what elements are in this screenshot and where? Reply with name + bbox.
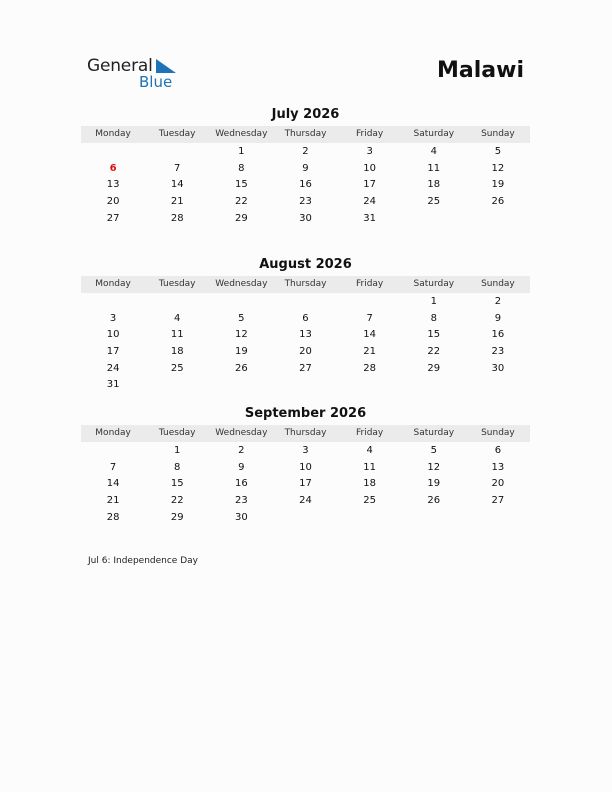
day-cell bbox=[81, 443, 145, 460]
holiday-note: Jul 6: Independence Day bbox=[88, 556, 198, 566]
day-cell: 23 bbox=[234, 495, 248, 507]
weekday-label: Tuesday bbox=[158, 129, 196, 139]
day-cell bbox=[466, 510, 530, 527]
day-cell: 19 bbox=[427, 478, 441, 490]
day-cell: 2 bbox=[302, 146, 309, 157]
day-cell: 7 bbox=[366, 312, 373, 324]
day-cell: 27 bbox=[299, 362, 312, 374]
day-cell: 10 bbox=[363, 162, 376, 174]
day-cell: 20 bbox=[106, 196, 120, 208]
day-cell bbox=[338, 294, 402, 311]
day-cell: 21 bbox=[363, 346, 376, 358]
day-cell bbox=[402, 510, 466, 527]
day-cell: 5 bbox=[238, 312, 245, 324]
day-cell: 8 bbox=[238, 162, 245, 174]
weekday-label: Friday bbox=[355, 428, 384, 438]
weekday-label: Wednesday bbox=[215, 279, 268, 289]
day-cell bbox=[209, 294, 273, 311]
month-title: September 2026 bbox=[244, 406, 367, 421]
weekday-header bbox=[81, 276, 530, 293]
day-cell: 1 bbox=[238, 146, 245, 157]
day-cell: 15 bbox=[234, 179, 248, 191]
day-cell: 22 bbox=[170, 495, 184, 507]
day-cell: 26 bbox=[491, 196, 505, 208]
day-cell: 6 bbox=[302, 312, 309, 324]
day-cell bbox=[402, 377, 466, 394]
day-cell: 4 bbox=[430, 146, 437, 157]
weekday-label: Monday bbox=[95, 428, 131, 438]
day-cell: 16 bbox=[234, 478, 248, 490]
day-cell: 14 bbox=[363, 329, 376, 341]
day-cell: 28 bbox=[363, 362, 376, 374]
weekday-label: Tuesday bbox=[158, 279, 196, 289]
day-cell: 11 bbox=[427, 162, 441, 174]
day-cell: 11 bbox=[170, 329, 184, 341]
day-cell: 27 bbox=[106, 212, 120, 224]
day-cell: 1 bbox=[430, 296, 437, 307]
day-cell: 30 bbox=[299, 212, 312, 224]
day-cell: 26 bbox=[427, 495, 441, 507]
day-cell: 5 bbox=[430, 445, 437, 456]
weekday-label: Tuesday bbox=[158, 428, 196, 438]
day-cell: 8 bbox=[430, 312, 437, 324]
day-cell: 27 bbox=[491, 495, 505, 507]
weekday-label: Wednesday bbox=[215, 129, 268, 139]
holiday-day-cell: 6 bbox=[109, 162, 117, 174]
day-cell: 23 bbox=[299, 196, 312, 208]
day-cell bbox=[145, 294, 209, 311]
logo-flag-icon bbox=[156, 59, 176, 73]
day-cell: 16 bbox=[491, 329, 505, 341]
month-title: August 2026 bbox=[259, 257, 352, 272]
day-cell: 25 bbox=[427, 196, 441, 208]
day-cell: 10 bbox=[299, 461, 312, 473]
day-cell: 13 bbox=[491, 461, 505, 473]
day-cell: 30 bbox=[234, 511, 248, 523]
weekday-label: Wednesday bbox=[215, 428, 268, 438]
day-cell bbox=[466, 377, 530, 394]
month-title: July 2026 bbox=[271, 107, 340, 122]
weekday-label: Monday bbox=[95, 129, 131, 139]
logo-general-text: General bbox=[87, 56, 153, 76]
weekday-label: Sunday bbox=[481, 279, 515, 289]
day-cell: 4 bbox=[174, 312, 181, 324]
day-cell: 5 bbox=[494, 146, 502, 157]
day-cell: 19 bbox=[491, 179, 505, 191]
day-cell bbox=[273, 294, 337, 311]
day-cell: 19 bbox=[234, 346, 248, 358]
day-cell bbox=[402, 211, 466, 228]
weekday-header bbox=[81, 425, 530, 442]
day-cell: 20 bbox=[299, 346, 312, 358]
day-cell: 29 bbox=[234, 212, 248, 224]
day-cell: 18 bbox=[427, 179, 441, 191]
weekday-label: Thursday bbox=[284, 428, 327, 438]
weekday-label: Monday bbox=[95, 279, 131, 289]
month-calendar bbox=[81, 106, 530, 227]
day-cell: 3 bbox=[109, 312, 117, 324]
weekday-label: Thursday bbox=[284, 129, 327, 139]
day-cell: 13 bbox=[106, 179, 120, 191]
day-cell bbox=[209, 377, 273, 394]
day-cell bbox=[145, 377, 209, 394]
day-cell: 22 bbox=[234, 196, 248, 208]
day-cell: 2 bbox=[494, 296, 502, 307]
day-cell: 24 bbox=[106, 362, 120, 374]
day-cell: 7 bbox=[109, 461, 117, 473]
weekday-label: Friday bbox=[355, 129, 384, 139]
day-cell: 22 bbox=[427, 346, 441, 358]
day-cell bbox=[273, 377, 337, 394]
day-cell: 13 bbox=[299, 329, 312, 341]
day-cell: 24 bbox=[363, 196, 376, 208]
day-cell: 2 bbox=[238, 445, 245, 456]
day-cell: 3 bbox=[302, 445, 309, 456]
country-title: Malawi bbox=[437, 58, 524, 83]
weekday-header bbox=[81, 126, 530, 143]
day-cell: 14 bbox=[106, 478, 120, 490]
day-cell: 11 bbox=[363, 461, 376, 473]
day-cell: 17 bbox=[299, 478, 312, 490]
day-cell: 12 bbox=[491, 162, 505, 174]
day-cell: 6 bbox=[494, 445, 502, 456]
day-cell: 20 bbox=[491, 478, 505, 490]
weekday-label: Thursday bbox=[284, 279, 327, 289]
day-cell: 9 bbox=[494, 312, 502, 324]
day-cell bbox=[338, 510, 402, 527]
day-cell: 7 bbox=[174, 162, 181, 174]
weekday-label: Saturday bbox=[413, 279, 455, 289]
month-days-grid bbox=[81, 294, 530, 394]
day-cell: 16 bbox=[299, 179, 312, 191]
day-cell: 28 bbox=[106, 511, 120, 523]
day-cell: 14 bbox=[170, 179, 184, 191]
day-cell: 1 bbox=[174, 445, 181, 456]
day-cell: 24 bbox=[299, 495, 312, 507]
month-days-grid bbox=[81, 144, 530, 227]
day-cell: 8 bbox=[174, 461, 181, 473]
day-cell bbox=[466, 211, 530, 228]
day-cell: 12 bbox=[427, 461, 441, 473]
day-cell bbox=[145, 144, 209, 161]
day-cell bbox=[81, 144, 145, 161]
day-cell: 30 bbox=[491, 362, 505, 374]
day-cell: 18 bbox=[363, 478, 376, 490]
day-cell: 9 bbox=[238, 461, 245, 473]
logo-blue-text: Blue bbox=[139, 73, 173, 91]
day-cell: 26 bbox=[234, 362, 248, 374]
day-cell: 31 bbox=[363, 212, 376, 224]
day-cell: 17 bbox=[106, 346, 120, 358]
day-cell: 21 bbox=[106, 495, 120, 507]
day-cell: 21 bbox=[170, 196, 184, 208]
day-cell bbox=[81, 294, 145, 311]
month-calendar bbox=[81, 405, 530, 526]
weekday-label: Sunday bbox=[481, 129, 515, 139]
day-cell: 4 bbox=[366, 445, 373, 456]
day-cell bbox=[273, 510, 337, 527]
day-cell: 17 bbox=[363, 179, 376, 191]
day-cell: 3 bbox=[366, 146, 373, 157]
day-cell: 12 bbox=[234, 329, 248, 341]
day-cell: 15 bbox=[170, 478, 184, 490]
day-cell: 29 bbox=[170, 511, 184, 523]
month-days-grid bbox=[81, 443, 530, 526]
weekday-label: Saturday bbox=[413, 129, 455, 139]
day-cell: 15 bbox=[427, 329, 441, 341]
month-calendar bbox=[81, 256, 530, 394]
day-cell: 10 bbox=[106, 329, 120, 341]
day-cell: 23 bbox=[491, 346, 505, 358]
generalblue-logo bbox=[87, 56, 197, 96]
day-cell bbox=[338, 377, 402, 394]
day-cell: 31 bbox=[106, 379, 120, 391]
day-cell: 28 bbox=[170, 212, 184, 224]
day-cell: 25 bbox=[363, 495, 376, 507]
day-cell: 25 bbox=[170, 362, 184, 374]
weekday-label: Sunday bbox=[481, 428, 515, 438]
weekday-label: Saturday bbox=[413, 428, 455, 438]
weekday-label: Friday bbox=[355, 279, 384, 289]
day-cell: 18 bbox=[170, 346, 184, 358]
day-cell: 9 bbox=[302, 162, 309, 174]
day-cell: 29 bbox=[427, 362, 441, 374]
